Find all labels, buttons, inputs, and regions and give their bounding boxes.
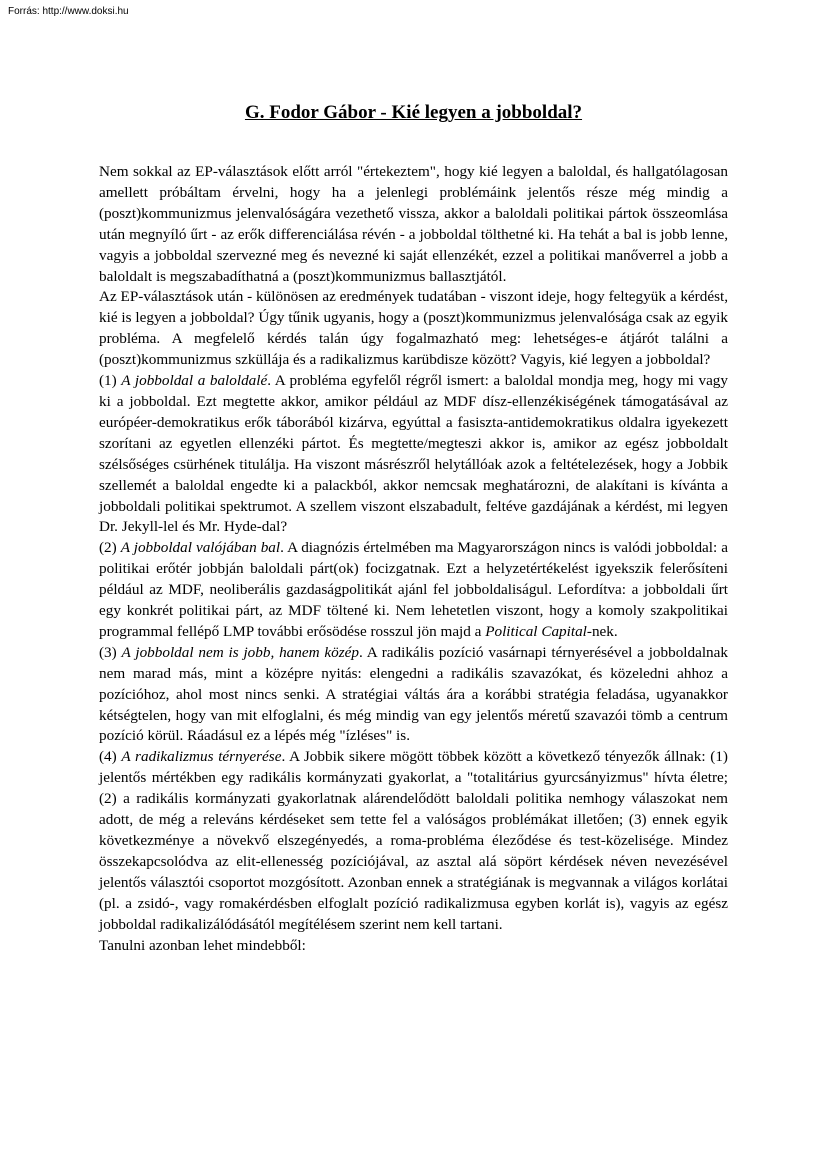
document-title: G. Fodor Gábor - Kié legyen a jobboldal? xyxy=(244,102,583,123)
paragraph-intro: Nem sokkal az EP-választások előtt arról "értekeztem", hogy kié legyen a baloldal, és hallgatólagosan amellett próbáltam érvelni, hogy ha a jelenlegi problémáink jelentős része még mindig a (poszt)kommunizmus jelenvalóságára vezethető vissza, akkor a baloldali politikai pártok összeomlása után megnyíló űrt - az erők differenciálása révén - a jobboldal tölthetné ki. Ha tehát a bal is jobb lenne, vagyis a jobboldal szervezné meg és nevezné ki saját ellenzékét, ezzel a politikai manőverrel a jobb a baloldalt is megszabadíthatná a (poszt)kommunizmus ballasztjától. xyxy=(99,163,728,285)
point-text: . A diagnózis értelmében ma Magyarországon nincs is valódi jobboldal: a politikai erőtér jobbján baloldali párt(ok) focizgatnak. Ezt a helyzetértékelést igyekszik felerősíteni például az MDF, neoliberális gazdaságpolitikát ajánl fel jobboldaliságul. Lefordítva: a jobboldali űrt egy konkrét politikai párt, az MDF töltené ki. Nem lehetetlen viszont, hogy a komoly szakpolitikai programmal fellépő LMP további erősödése rosszul jön majd a xyxy=(99,539,728,640)
paragraph-point-4 xyxy=(99,747,728,935)
paragraph-question: Az EP-választások után - különösen az eredmények tudatában - viszont ideje, hogy feltegyük a kérdést, kié is legyen a jobboldal? Úgy tűnik ugyanis, hogy a (poszt)kommunizmus jelenvalósága csak az egyik probléma. A megfelelő kérdés talán úgy fogalmazható meg: lehetséges-e átjárót találni a (poszt)kommunizmus szküllája és a radikalizmus karübdisze között? Vagyis, kié legyen a jobboldal? xyxy=(99,288,728,369)
point-text: . A Jobbik sikere mögött többek között a következő tényezők állnak: (1) jelentős mértékben egy radikális kormányzati gyakorlat, a "totalitárius gyurcsányizmus" hívta életre; (2) a radikális kormányzati gyakorlatnak alárendelődött baloldali politika nemhogy válaszokat nem adott, de még a releváns kérdéseket sem tette fel a valóságos problémákat illetően; (3) ennek egyik következménye a növekvő elszegényedés, a roma-probléma éleződése és test-közelisége. Mindez összekapcsolódva az elit-ellenesség pozíciójával, az asztal alá söpört kérdések néven nevezésével jelentős választói csoportot mozgósított. Azonban ennek a stratégiának is megvannak a világos korlátai (pl. a zsidó-, vagy romakérdésben elfoglalt pozíció radikalizmusa egyben korlát is), vagyis az egész jobboldal radikalizálódásától megítélésem szerint nem kell tartani. xyxy=(99,748,728,933)
paragraph-point-1 xyxy=(99,371,728,538)
point-number: (3) xyxy=(99,643,122,661)
paragraph-point-3 xyxy=(99,643,728,748)
paragraph-closing: Tanulni azonban lehet mindebből: xyxy=(99,936,306,954)
point-number: (4) xyxy=(99,748,122,766)
point-heading: A jobboldal nem is jobb, hanem közép xyxy=(121,643,359,661)
source-note: Forrás: http://www.doksi.hu xyxy=(8,6,129,17)
point-heading: A jobboldal a baloldalé xyxy=(121,372,268,390)
point-text: . A probléma egyfelől régről ismert: a baloldal mondja meg, hogy mi vagy ki a jobboldal. Ezt megtette akkor, amikor például az MDF dísz-ellenzékiségének támogatásával az európéer-demokratikus erők táborából kizárva, egyúttal a fasiszta-antidemokratikus oldalra igyekezett szorítani az egyetlen ellenzéki pártot. És megtette/megteszi akkor is, amikor az egész jobboldalt szélsőséges csürhének titulálja. Ha viszont másrészről helytállóak azok a feltételezések, hogy a Jobbik szellemét a baloldal engedte ki a palackból, akkor nemcsak meghatározni, de alakítani is kívánta a jobboldali politikai spektrumot. A szellem viszont elszabadult, feltéve gazdájának a kérdést, mi legyen Dr. Jekyll-lel és Mr. Hyde-dal? xyxy=(99,372,728,536)
point-heading: A jobboldal valójában bal xyxy=(120,539,281,557)
point-text: . A radikális pozíció vasárnapi térnyerésével a jobboldalnak nem marad más, mint a középre nyitás: elengedni a radikális szavazókat, és közeledni ahhoz a pozícióhoz, ahol most nincs senki. A stratégiai váltás ára a korábbi stratégia feladása, ugyanakkor kétségtelen, hogy van mit elfoglalni, és még mindig van egy jelentős méretű szavazói tömb a centrum pozíció körül. Ráadásul ez a lépés még "ízléses" is. xyxy=(99,643,728,745)
point-tail: -nek. xyxy=(586,622,618,640)
point-heading: A radikalizmus térnyerése xyxy=(121,748,282,766)
document-body xyxy=(99,162,728,956)
point-number: (1) xyxy=(99,372,122,390)
point-number: (2) xyxy=(99,539,121,557)
paragraph-point-2 xyxy=(99,538,728,643)
italic-name: Political Capital xyxy=(485,622,587,640)
